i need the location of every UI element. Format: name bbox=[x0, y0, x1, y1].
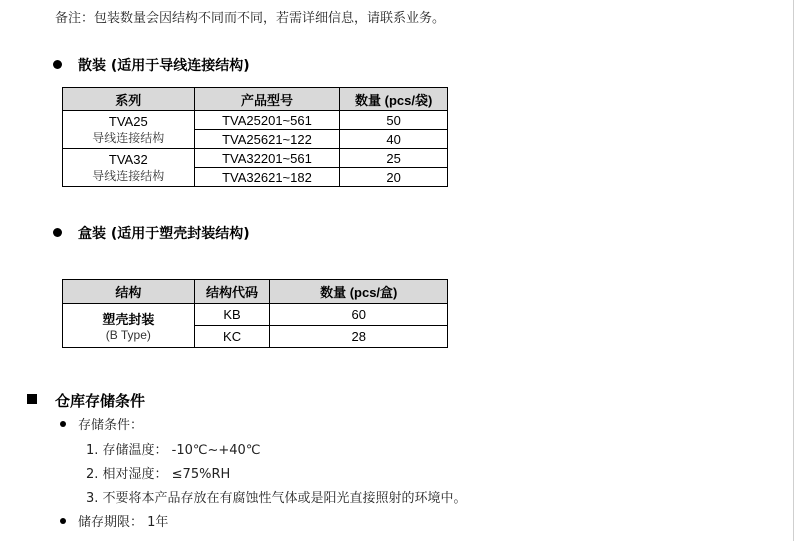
box-table-header bbox=[63, 280, 448, 304]
packaging-note: 备注：包装数量会因结构不同而不同，若需详细信息，请联系业务。 bbox=[55, 11, 446, 26]
conditions-bullet-icon bbox=[60, 421, 66, 427]
qty-cell: 25 bbox=[340, 149, 448, 168]
qty-cell: 50 bbox=[340, 111, 448, 130]
col-header-structure: 结构 bbox=[63, 280, 195, 304]
series-desc: 导线连接结构 bbox=[92, 130, 165, 145]
page-edge-line bbox=[793, 0, 794, 541]
period-bullet-icon bbox=[60, 518, 66, 524]
col-header-qty: 数量 (pcs/袋) bbox=[340, 88, 448, 111]
bulk-heading: 散装 (适用于导线连接结构) bbox=[78, 58, 250, 74]
structure-name: 塑壳封装 bbox=[102, 312, 155, 327]
storage-heading: 仓库存储条件 bbox=[55, 392, 146, 410]
box-bullet-icon bbox=[53, 228, 62, 237]
bulk-table-header bbox=[63, 88, 448, 111]
col-header-model: 产品型号 bbox=[194, 88, 340, 111]
col-header-series: 系列 bbox=[63, 88, 195, 111]
box-heading: 盒装 (适用于塑壳封装结构) bbox=[78, 226, 250, 242]
conditions-label: 存储条件： bbox=[78, 418, 144, 433]
code-cell: KC bbox=[194, 326, 270, 348]
series-cell bbox=[63, 149, 195, 187]
qty-cell: 40 bbox=[340, 130, 448, 149]
box-table bbox=[62, 279, 448, 348]
series-name: TVA25 bbox=[108, 113, 148, 129]
qty-cell: 20 bbox=[340, 168, 448, 187]
series-name: TVA32 bbox=[108, 151, 148, 167]
qty-cell: 28 bbox=[270, 326, 448, 348]
structure-cell bbox=[63, 304, 195, 348]
storage-item-humidity: 2. 相对湿度： ≤75%RH bbox=[86, 467, 231, 482]
series-desc: 导线连接结构 bbox=[92, 168, 165, 183]
col-header-code: 结构代码 bbox=[194, 280, 270, 304]
model-cell: TVA32201~561 bbox=[194, 149, 340, 168]
storage-period: 储存期限： 1年 bbox=[78, 515, 169, 530]
table-row bbox=[63, 304, 448, 326]
series-cell bbox=[63, 111, 195, 149]
table-row bbox=[63, 149, 448, 168]
col-header-qty: 数量 (pcs/盒) bbox=[270, 280, 448, 304]
table-row bbox=[63, 111, 448, 130]
bulk-bullet-icon bbox=[53, 60, 62, 69]
model-cell: TVA32621~182 bbox=[194, 168, 340, 187]
code-cell: KB bbox=[194, 304, 270, 326]
structure-type: (B Type) bbox=[105, 328, 151, 342]
storage-item-temperature: 1. 存储温度： -10℃~+40℃ bbox=[86, 443, 261, 458]
qty-cell: 60 bbox=[270, 304, 448, 326]
storage-item-environment: 3. 不要将本产品存放在有腐蚀性气体或是阳光直接照射的环境中。 bbox=[86, 491, 467, 506]
storage-square-icon bbox=[27, 394, 37, 404]
model-cell: TVA25621~122 bbox=[194, 130, 340, 149]
bulk-table bbox=[62, 87, 448, 187]
model-cell: TVA25201~561 bbox=[194, 111, 340, 130]
